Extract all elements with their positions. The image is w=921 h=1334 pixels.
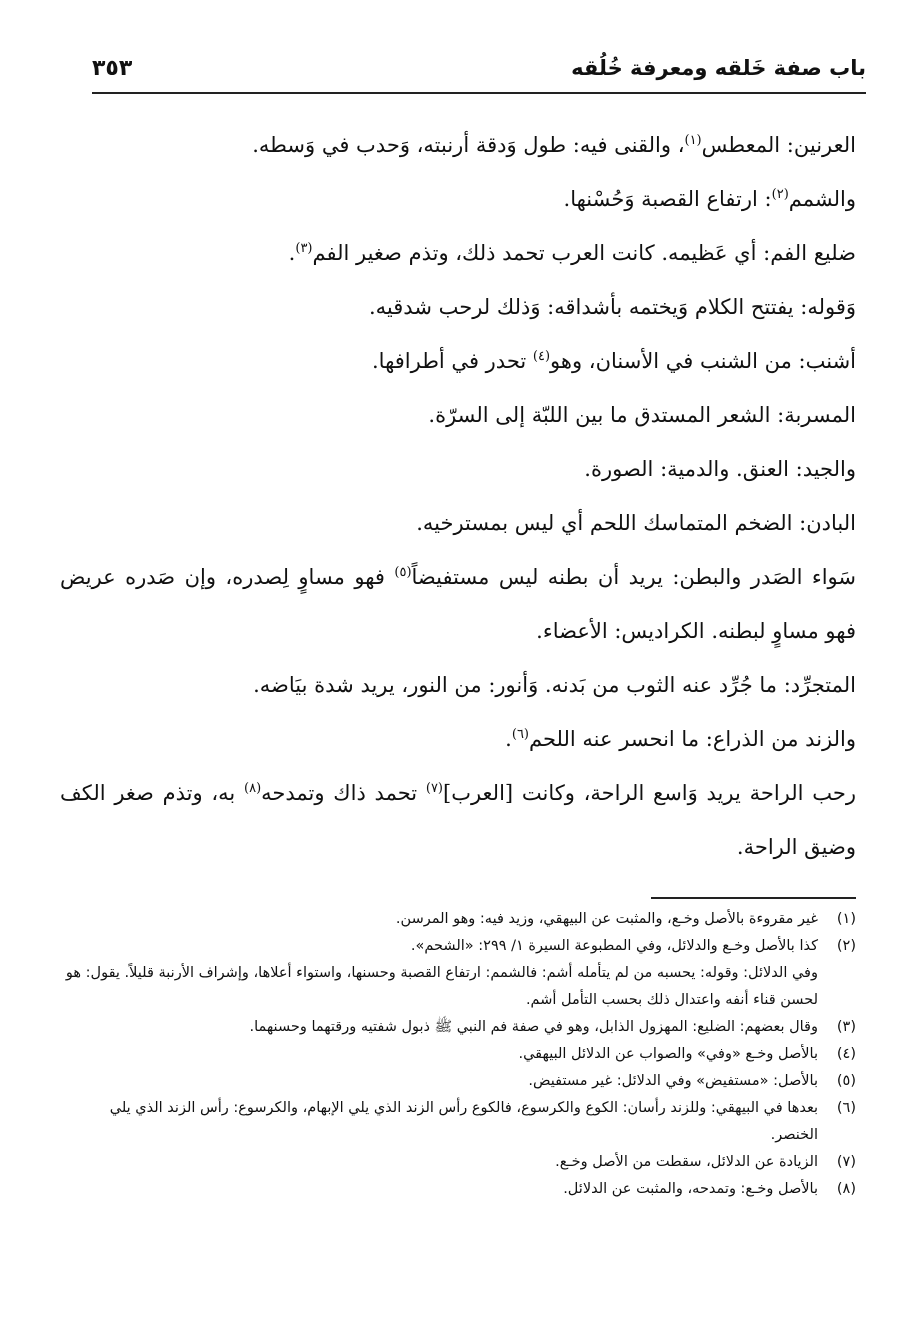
paragraph-text: به، وتذم صغر الكف وضيق الراحة. bbox=[60, 781, 856, 859]
chapter-title: باب صفة خَلقه ومعرفة خُلُقه bbox=[571, 56, 866, 80]
footnote-item bbox=[60, 1176, 856, 1203]
footnote-number: (٥) bbox=[836, 1073, 856, 1089]
paragraph-text: ، والقنى فيه: طول وَدقة أرنبته، وَحدب في وَسطه. bbox=[252, 133, 685, 157]
footnote-separator bbox=[651, 897, 856, 899]
footnote-marker: (٢) bbox=[771, 187, 789, 202]
footnote-line: بعدها في البيهقي: وللزند رأسان: الكوع والكرسوع، فالكوع رأس الزند الذي يلي الإبهام، والكرسوع: رأس الزند الذي يلي الخنصر. bbox=[109, 1100, 818, 1143]
body-paragraph bbox=[60, 334, 856, 388]
footnote-item bbox=[60, 1068, 856, 1095]
paragraph-text: تحدر في أطرافها. bbox=[372, 349, 533, 373]
footnote-line: بالأصل وخـع «وفي» والصواب عن الدلائل البيهقي. bbox=[518, 1046, 818, 1062]
footnote-number: (٦) bbox=[836, 1100, 856, 1116]
footnote-text bbox=[60, 906, 818, 933]
paragraph-text: والجيد: العنق. والدمية: الصورة. bbox=[584, 457, 856, 481]
paragraph-text: : ارتفاع القصبة وَحُسْنها. bbox=[563, 187, 772, 211]
footnote-item bbox=[60, 933, 856, 1014]
footnote-line: وفي الدلائل: وقوله: يحسبه من لم يتأمله أشم: فالشمم: ارتفاع القصبة وحسنها، واستواء أعلاها، وإشراف الأرنبة قليلاً. يقول: هو لحسن قناء أنفه واعتدال ذلك بحسب التأمل أشم. bbox=[65, 965, 818, 1008]
footnotes bbox=[60, 906, 856, 1203]
paragraph-text: سَواء الصَدر والبطن: يريد أن بطنه ليس مستفيضاً bbox=[411, 565, 857, 589]
footnote-marker: (٣) bbox=[295, 241, 313, 256]
footnote-text bbox=[60, 1068, 818, 1095]
footnote-text bbox=[60, 1041, 818, 1068]
paragraph-text: تحمد ذاك وتمدحه bbox=[261, 781, 426, 805]
paragraph-text: ضليع الفم: أي عَظيمه. كانت العرب تحمد ذلك، وتذم صغير الفم bbox=[312, 241, 856, 265]
paragraph-text: فهو مساوٍ لِصدره، وإن صَدره عريض فهو مساوٍ لبطنه. الكراديس: الأعضاء. bbox=[60, 565, 856, 643]
footnote-line: بالأصل: «مستفيض» وفي الدلائل: غير مستفيض. bbox=[528, 1073, 818, 1089]
footnote-text bbox=[60, 1095, 818, 1149]
footnote-number: (٢) bbox=[836, 938, 856, 954]
footnote-text bbox=[60, 1149, 818, 1176]
footnote-number: (٧) bbox=[836, 1154, 856, 1170]
paragraph-text: . bbox=[505, 727, 512, 751]
paragraph-text: رحب الراحة يريد وَاسع الراحة، وكانت [العرب] bbox=[443, 781, 856, 805]
footnote-line: وقال بعضهم: الضليع: المهزول الذابل، وهو في صفة فم النبي ﷺ ذبول شفتيه ورقتهما وحسنهما. bbox=[249, 1019, 818, 1035]
page-number: ٣٥٣ bbox=[92, 56, 133, 81]
footnote-item bbox=[60, 1095, 856, 1149]
footnote-text bbox=[60, 933, 818, 1014]
footnote-item bbox=[60, 1149, 856, 1176]
body-paragraph bbox=[60, 442, 856, 496]
main-text bbox=[60, 118, 856, 874]
body-paragraph bbox=[60, 172, 856, 226]
footnote-line: غير مقروءة بالأصل وخـع، والمثبت عن البيهقي، وزيد فيه: وهو المرسن. bbox=[395, 911, 818, 927]
body-paragraph bbox=[60, 496, 856, 550]
footnote-marker: (١) bbox=[684, 133, 702, 148]
body-paragraph bbox=[60, 388, 856, 442]
paragraph-text: أشنب: من الشنب في الأسنان، وهو bbox=[550, 349, 856, 373]
footnote-number: (١) bbox=[836, 911, 856, 927]
paragraph-text: . bbox=[288, 241, 296, 265]
footnote-number: (٨) bbox=[836, 1181, 856, 1197]
footnote-text bbox=[60, 1176, 818, 1203]
body-paragraph bbox=[60, 226, 856, 280]
body-paragraph bbox=[60, 712, 856, 766]
footnote-marker: (٧) bbox=[425, 781, 443, 796]
footnote-line: بالأصل وخـع: وتمدحه، والمثبت عن الدلائل. bbox=[563, 1181, 818, 1197]
paragraph-text: البادن: الضخم المتماسك اللحم أي ليس بمسترخيه. bbox=[416, 511, 856, 535]
body-paragraph bbox=[60, 280, 856, 334]
footnote-number: (٤) bbox=[836, 1046, 856, 1062]
footnote-number: (٣) bbox=[836, 1019, 856, 1035]
footnote-text bbox=[60, 1014, 818, 1041]
footnote-marker: (٨) bbox=[244, 781, 262, 796]
footnote-marker: (٦) bbox=[511, 727, 529, 742]
paragraph-text: والشمم bbox=[788, 187, 856, 211]
paragraph-text: والزند من الذراع: ما انحسر عنه اللحم bbox=[529, 727, 856, 751]
footnote-line: كذا بالأصل وخـع والدلائل، وفي المطبوعة السيرة ١/ ٢٩٩: «الشحم». bbox=[410, 938, 818, 954]
footnote-line: الزيادة عن الدلائل، سقطت من الأصل وخـع. bbox=[555, 1154, 818, 1170]
footnote-item bbox=[60, 1041, 856, 1068]
body-paragraph bbox=[60, 550, 856, 658]
running-header bbox=[92, 52, 866, 94]
paragraph-text: المتجرِّد: ما جُرِّد عنه الثوب من بَدنه. وَأنور: من النور، يريد شدة بيَاضه. bbox=[253, 673, 856, 697]
body-paragraph bbox=[60, 658, 856, 712]
paragraph-text: العرنين: المعطس bbox=[701, 133, 856, 157]
body-paragraph bbox=[60, 766, 856, 874]
paragraph-text: وَقوله: يفتتح الكلام وَيختمه بأشداقه: وَذلك لرحب شدقيه. bbox=[369, 295, 856, 319]
footnote-marker: (٥) bbox=[394, 565, 412, 580]
footnote-item bbox=[60, 906, 856, 933]
footnote-item bbox=[60, 1014, 856, 1041]
paragraph-text: المسربة: الشعر المستدق ما بين اللبّة إلى السرّة. bbox=[428, 403, 856, 427]
body-paragraph bbox=[60, 118, 856, 172]
footnote-marker: (٤) bbox=[532, 349, 551, 364]
